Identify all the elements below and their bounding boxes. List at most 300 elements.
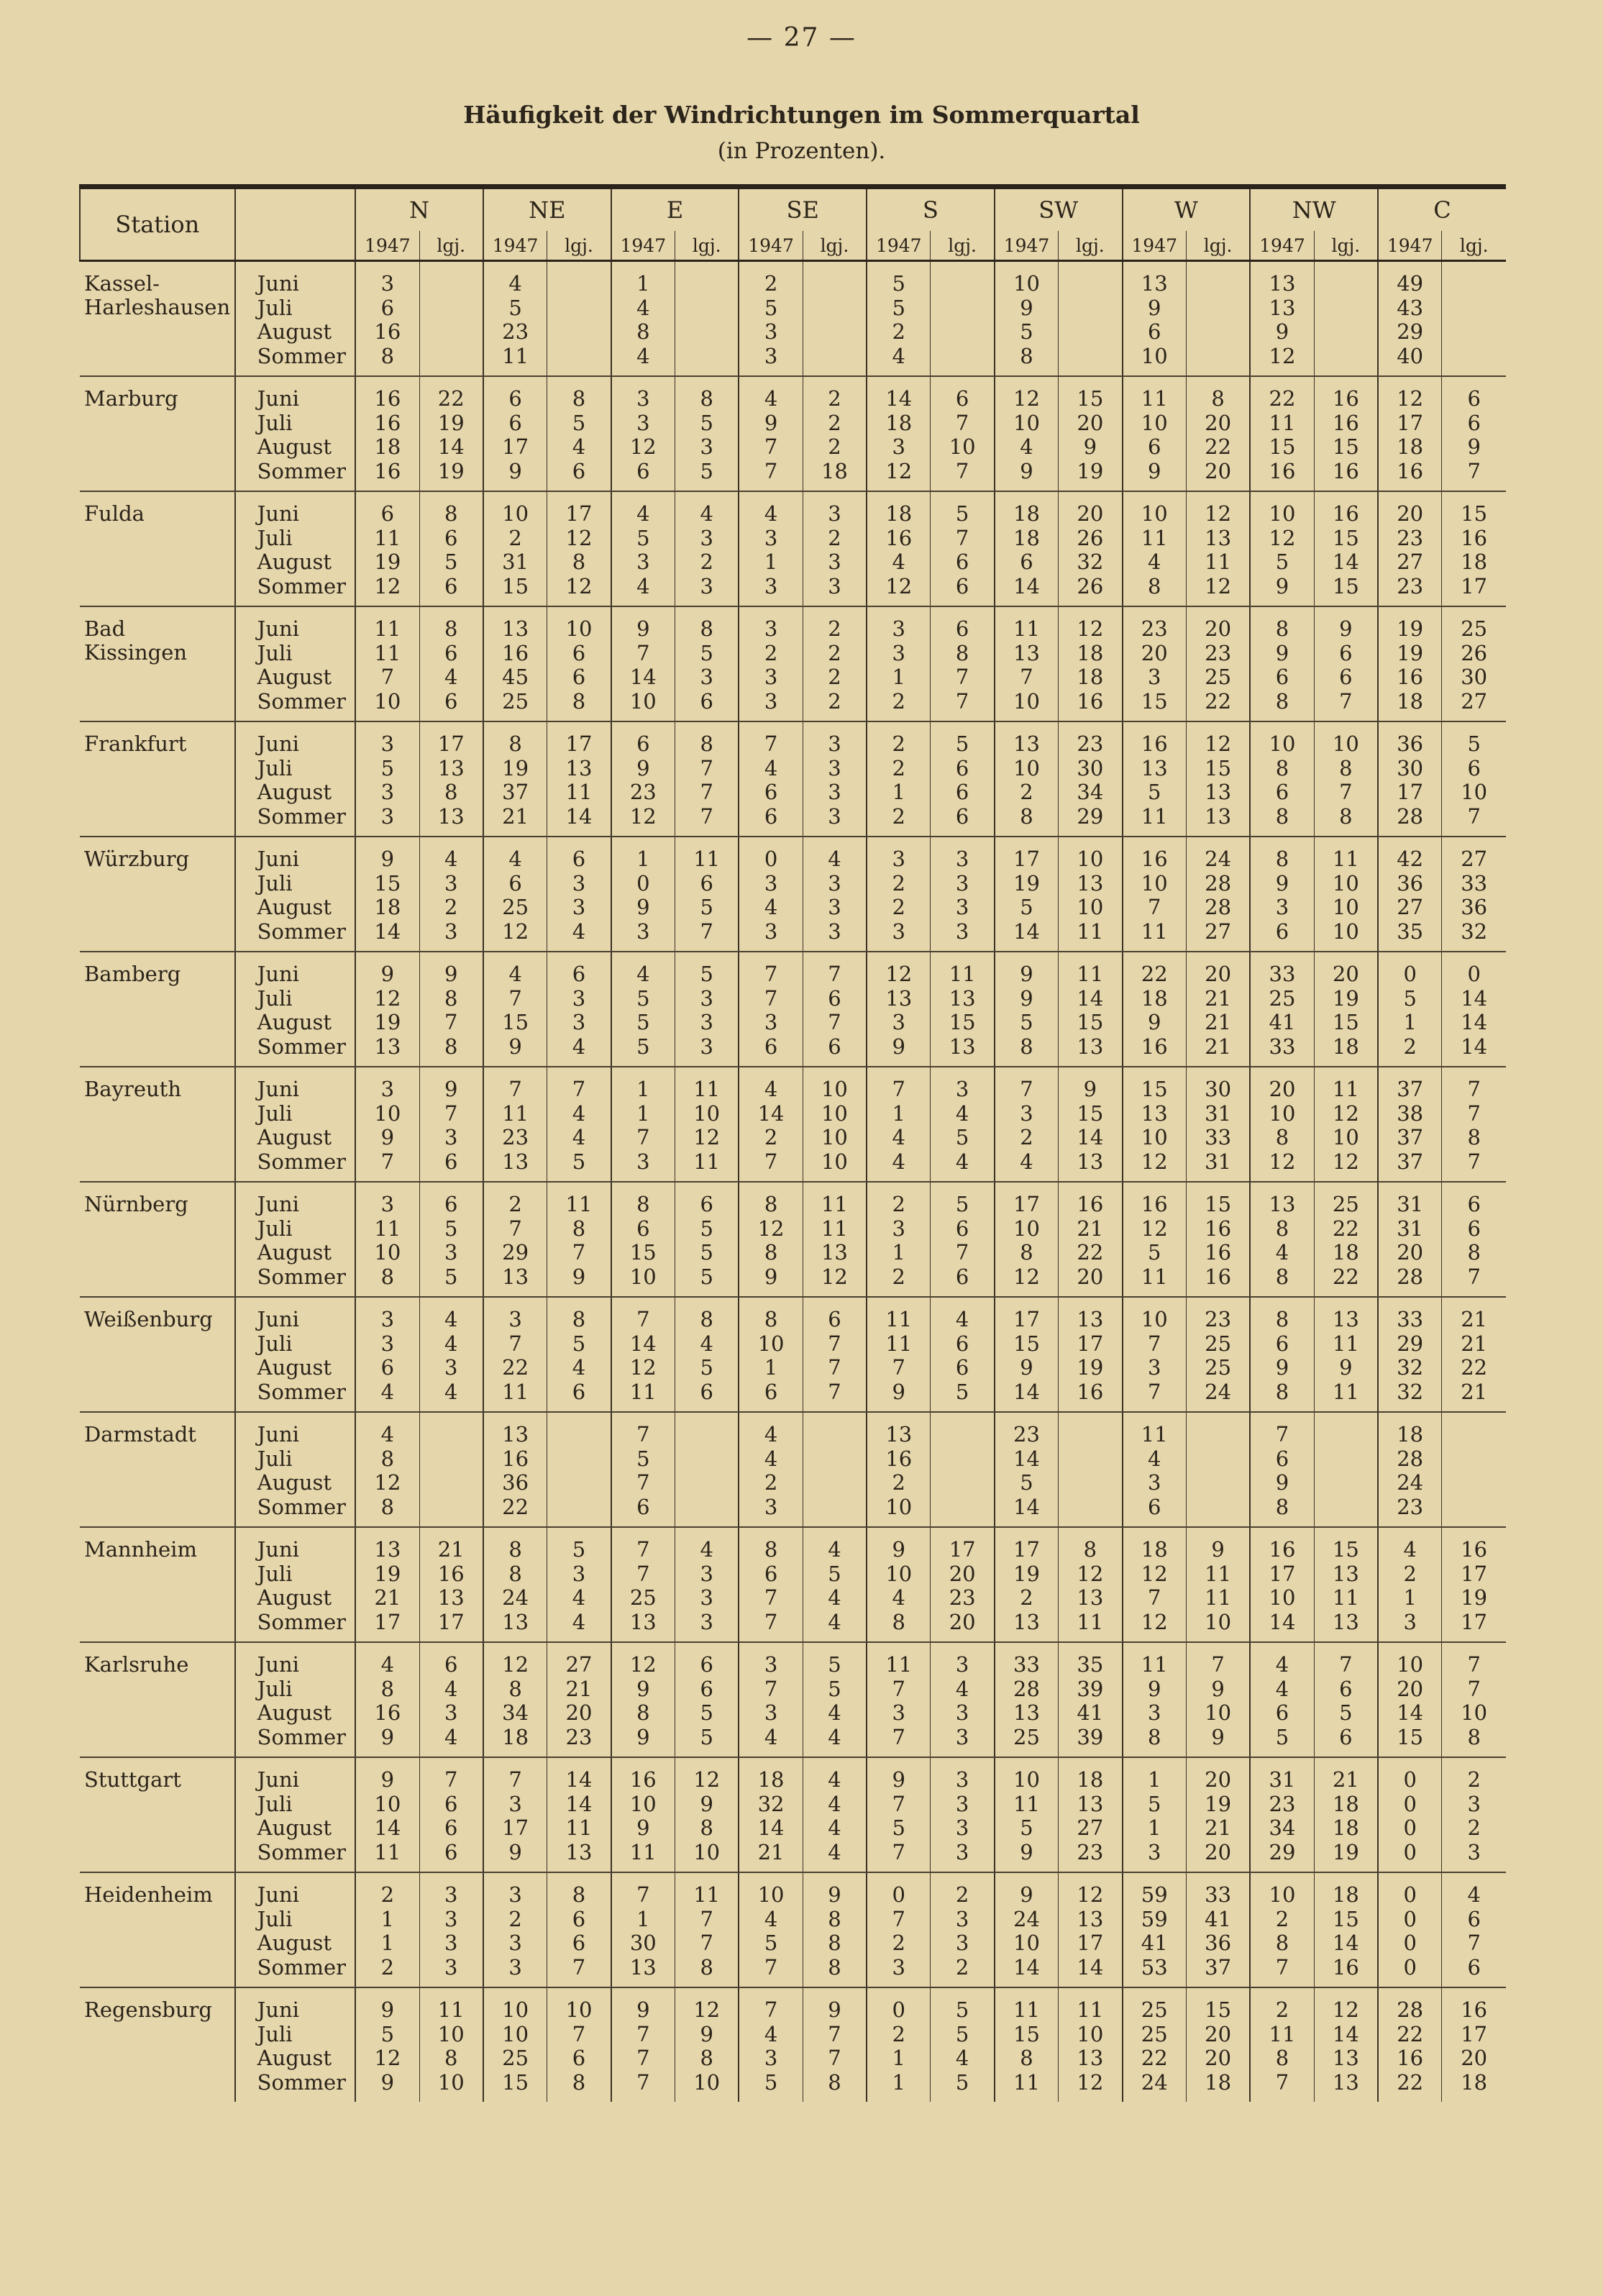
table-value: 13 — [437, 803, 465, 829]
table-value: 21 — [565, 1676, 593, 1701]
table-value: 32 — [1397, 1379, 1424, 1404]
table-value: 4 — [444, 847, 458, 871]
value-longterm-cell — [931, 1757, 995, 1872]
table-value: 6 — [955, 803, 969, 829]
table-value — [548, 296, 609, 321]
table-value: 7 — [1467, 458, 1481, 483]
value-longterm-cell — [1059, 952, 1123, 1067]
table-value: 12 — [1205, 573, 1232, 598]
table-value: 7 — [828, 962, 841, 986]
value-1947-cell — [1378, 606, 1442, 721]
month-label: Sommer — [257, 688, 347, 714]
table-value: 6 — [572, 962, 586, 986]
table-value: 8 — [700, 732, 713, 756]
table-value: 10 — [1141, 870, 1168, 896]
table-value: 3 — [380, 780, 395, 804]
table-value — [1315, 345, 1376, 369]
station-block — [80, 952, 1506, 1067]
table-value: 11 — [502, 343, 529, 368]
table-value: 5 — [700, 640, 713, 665]
value-1947-cell — [867, 837, 931, 952]
month-label: August — [257, 1700, 332, 1725]
value-1947-cell — [611, 1872, 675, 1987]
table-value: 3 — [572, 1561, 586, 1586]
table-value — [421, 1471, 482, 1495]
table-value: 28 — [1397, 1264, 1424, 1289]
table-value: 16 — [1332, 458, 1359, 483]
table-value: 25 — [1205, 1355, 1232, 1380]
table-value: 11 — [1269, 2021, 1296, 2046]
month-label: Juni — [257, 1537, 299, 1562]
value-longterm-cell — [547, 491, 611, 606]
value-longterm-cell — [931, 1642, 995, 1757]
table-value: 9 — [380, 1997, 395, 2022]
year-1947-header: 1947 — [355, 231, 419, 261]
table-value: 8 — [380, 343, 395, 368]
table-value: 10 — [374, 688, 401, 714]
month-label: Juni — [257, 732, 299, 756]
table-value: 3 — [636, 1149, 650, 1174]
table-value: 5 — [700, 1240, 713, 1265]
table-value: 18 — [1013, 525, 1040, 550]
table-value: 16 — [1269, 458, 1296, 483]
table-value: 15 — [1332, 1010, 1359, 1034]
month-label: Juni — [257, 386, 299, 411]
table-value: 24 — [1141, 2069, 1168, 2095]
table-value: 16 — [1077, 1379, 1104, 1404]
value-longterm-cell — [1442, 1182, 1506, 1297]
table-value: 4 — [828, 1816, 841, 1840]
table-value: 2 — [892, 895, 905, 919]
table-value — [676, 1471, 737, 1495]
table-value — [931, 272, 992, 296]
table-value: 4 — [764, 1077, 778, 1101]
value-longterm-cell — [1059, 1527, 1123, 1642]
table-value: 9 — [508, 458, 522, 483]
value-1947-cell — [995, 1757, 1059, 1872]
month-label: August — [257, 434, 332, 459]
table-value: 17 — [1269, 1561, 1296, 1586]
table-value: 15 — [374, 870, 401, 896]
table-value: 8 — [1275, 1307, 1289, 1331]
table-value: 14 — [1332, 550, 1359, 574]
table-value: 9 — [636, 755, 650, 780]
table-value — [1315, 1471, 1376, 1495]
table-value: 0 — [892, 1997, 905, 2022]
table-value — [676, 296, 737, 321]
table-value: 18 — [1397, 1422, 1424, 1447]
table-value: 6 — [828, 985, 841, 1011]
table-value: 4 — [955, 1101, 969, 1126]
table-value: 8 — [1083, 1537, 1097, 1562]
table-value: 6 — [636, 1216, 650, 1241]
table-value: 21 — [1332, 1767, 1359, 1792]
table-value: 5 — [508, 295, 522, 320]
value-longterm-cell — [1059, 261, 1123, 377]
table-value: 20 — [1269, 1077, 1296, 1101]
value-1947-cell — [355, 606, 419, 721]
table-value: 4 — [764, 2021, 778, 2046]
direction-header-nw: NW — [1250, 187, 1378, 232]
table-value: 20 — [1077, 1264, 1104, 1289]
table-value: 7 — [636, 1470, 650, 1495]
value-longterm-cell — [1314, 837, 1378, 952]
table-value: 8 — [444, 616, 458, 641]
table-value: 7 — [572, 1954, 586, 1980]
table-value: 13 — [1205, 780, 1232, 804]
station-block — [80, 1642, 1506, 1757]
table-value: 3 — [955, 1839, 969, 1864]
table-value: 18 — [374, 895, 401, 919]
table-value: 9 — [636, 1724, 650, 1749]
table-value: 3 — [955, 1652, 969, 1677]
value-1947-cell — [1123, 376, 1187, 491]
table-value: 10 — [565, 616, 593, 641]
table-value: 2 — [380, 1954, 395, 1980]
table-value: 8 — [636, 1192, 650, 1216]
table-value: 6 — [636, 732, 650, 756]
table-value: 12 — [1269, 1149, 1296, 1174]
value-longterm-cell — [1314, 1412, 1378, 1527]
table-value — [676, 1423, 737, 1447]
value-1947-cell — [483, 491, 547, 606]
value-1947-cell — [1250, 491, 1314, 606]
table-value: 0 — [892, 1882, 905, 1907]
table-value: 7 — [764, 1676, 778, 1701]
table-value: 15 — [1332, 525, 1359, 550]
value-longterm-cell — [675, 1872, 739, 1987]
value-1947-cell — [611, 1527, 675, 1642]
direction-header-c: C — [1378, 187, 1506, 232]
table-value: 18 — [1397, 434, 1424, 459]
table-value: 3 — [892, 1700, 905, 1725]
table-value: 8 — [1020, 2046, 1033, 2070]
value-1947-cell — [1123, 1757, 1187, 1872]
table-value: 5 — [636, 1446, 650, 1471]
table-value: 28 — [1397, 803, 1424, 829]
table-value: 12 — [565, 573, 593, 598]
table-value: 1 — [1148, 1767, 1161, 1792]
table-value: 16 — [1461, 525, 1488, 550]
table-value: 3 — [892, 1954, 905, 1980]
table-value: 17 — [1461, 573, 1488, 598]
value-longterm-cell — [1186, 1527, 1250, 1642]
table-value: 13 — [949, 1034, 976, 1059]
table-value: 9 — [1020, 962, 1033, 986]
value-1947-cell — [483, 721, 547, 837]
table-value: 9 — [1083, 1077, 1097, 1101]
month-label: Juni — [257, 1422, 299, 1447]
month-label: Sommer — [257, 1954, 347, 1980]
table-value: 9 — [1020, 1882, 1033, 1907]
table-value: 18 — [374, 434, 401, 459]
table-value: 41 — [1269, 1010, 1296, 1034]
table-value: 8 — [380, 1494, 395, 1519]
table-value: 10 — [1269, 1101, 1296, 1126]
table-value: 5 — [572, 1537, 586, 1562]
direction-header-row — [80, 187, 1506, 232]
table-value: 13 — [565, 755, 593, 780]
table-value: 7 — [508, 1077, 522, 1101]
table-value: 28 — [1397, 1446, 1424, 1471]
table-value: 11 — [693, 1882, 721, 1907]
table-value: 4 — [1275, 1652, 1289, 1677]
value-1947-cell — [739, 1067, 803, 1182]
table-value: 9 — [1211, 1724, 1225, 1749]
table-value: 16 — [1141, 847, 1168, 871]
table-value: 17 — [1077, 1931, 1104, 1955]
table-value: 2 — [828, 410, 841, 435]
table-value: 12 — [374, 1470, 401, 1495]
month-labels — [235, 1067, 356, 1182]
value-1947-cell — [867, 1872, 931, 1987]
table-value: 17 — [374, 1609, 401, 1634]
table-value: 25 — [1332, 1192, 1359, 1216]
table-value: 2 — [892, 1931, 905, 1955]
table-value: 8 — [1275, 1379, 1289, 1404]
table-value: 3 — [444, 1125, 458, 1149]
table-value: 33 — [1205, 1125, 1232, 1149]
table-value: 13 — [1205, 525, 1232, 550]
table-value: 23 — [1397, 525, 1424, 550]
table-value: 0 — [1403, 1882, 1417, 1907]
value-longterm-cell — [803, 1297, 867, 1412]
table-value: 8 — [1020, 343, 1033, 368]
table-value: 25 — [629, 1585, 657, 1610]
table-value: 7 — [764, 1997, 778, 2022]
value-longterm-cell — [1314, 721, 1378, 837]
value-1947-cell — [1378, 1412, 1442, 1527]
table-value: 3 — [444, 870, 458, 896]
value-longterm-cell — [931, 376, 995, 491]
value-1947-cell — [1378, 837, 1442, 952]
value-1947-cell — [611, 1297, 675, 1412]
table-value: 23 — [1077, 1839, 1104, 1864]
value-1947-cell — [867, 952, 931, 1067]
table-value: 5 — [1275, 1724, 1289, 1749]
value-1947-cell — [1250, 952, 1314, 1067]
table-value: 0 — [1403, 1954, 1417, 1980]
table-value: 3 — [1403, 1609, 1417, 1634]
table-value: 13 — [629, 1609, 657, 1634]
month-labels — [235, 952, 356, 1067]
table-value: 25 — [502, 2046, 529, 2070]
table-value: 12 — [1332, 1997, 1359, 2022]
month-label: August — [257, 1470, 332, 1495]
table-value: 6 — [444, 1791, 458, 1816]
value-1947-cell — [483, 1642, 547, 1757]
table-value — [421, 1495, 482, 1520]
table-value: 3 — [828, 895, 841, 919]
value-1947-cell — [1378, 1067, 1442, 1182]
table-value: 9 — [700, 2021, 713, 2046]
month-label: Juli — [257, 1906, 293, 1931]
table-value: 11 — [1332, 1077, 1359, 1101]
table-value: 16 — [885, 525, 913, 550]
table-value: 8 — [828, 1954, 841, 1980]
table-value: 7 — [508, 1767, 522, 1792]
table-value: 7 — [764, 985, 778, 1011]
table-value: 3 — [380, 1331, 395, 1356]
table-value: 1 — [892, 1240, 905, 1265]
value-1947-cell — [611, 837, 675, 952]
table-value: 6 — [1148, 319, 1161, 344]
table-value: 6 — [508, 386, 522, 411]
value-longterm-cell — [1186, 1297, 1250, 1412]
table-value: 17 — [1013, 847, 1040, 871]
value-1947-cell — [867, 1642, 931, 1757]
table-value: 6 — [700, 870, 713, 896]
table-value: 31 — [1205, 1101, 1232, 1126]
month-label: Juni — [257, 962, 299, 986]
table-value: 7 — [636, 2069, 650, 2095]
table-value: 9 — [508, 1839, 522, 1864]
value-longterm-cell — [547, 837, 611, 952]
table-value: 28 — [1205, 870, 1232, 896]
month-label: August — [257, 2046, 332, 2070]
value-longterm-cell — [803, 1182, 867, 1297]
table-value: 7 — [444, 1101, 458, 1126]
table-value: 4 — [572, 1125, 586, 1149]
longterm-header: lgj. — [547, 231, 611, 261]
value-1947-cell — [483, 1527, 547, 1642]
table-value: 14 — [885, 386, 913, 411]
value-1947-cell — [1123, 261, 1187, 377]
table-value: 3 — [828, 501, 841, 526]
value-1947-cell — [355, 1067, 419, 1182]
table-value: 6 — [1275, 780, 1289, 804]
table-value: 4 — [764, 1422, 778, 1447]
table-value: 10 — [1332, 895, 1359, 919]
table-value: 8 — [828, 2069, 841, 2095]
table-value: 12 — [1205, 732, 1232, 756]
table-value: 8 — [572, 1882, 586, 1907]
table-value: 3 — [955, 1906, 969, 1931]
table-value: 5 — [1339, 1700, 1353, 1725]
table-value: 8 — [1275, 1216, 1289, 1241]
value-1947-cell — [1250, 1182, 1314, 1297]
value-1947-cell — [611, 952, 675, 1067]
table-value: 42 — [1397, 847, 1424, 871]
table-value: 18 — [885, 501, 913, 526]
table-value: 2 — [1467, 1767, 1481, 1792]
table-value: 7 — [1467, 803, 1481, 829]
table-value: 29 — [1397, 1331, 1424, 1356]
table-value: 14 — [1461, 1034, 1488, 1059]
value-1947-cell — [611, 1757, 675, 1872]
table-value: 4 — [892, 343, 905, 368]
table-value: 4 — [1020, 434, 1033, 459]
table-value: 10 — [885, 1561, 913, 1586]
table-value: 9 — [636, 1676, 650, 1701]
table-value: 11 — [437, 1997, 465, 2022]
table-value: 11 — [885, 1331, 913, 1356]
table-value: 8 — [764, 1240, 778, 1265]
table-value — [676, 1447, 737, 1472]
longterm-header: lgj. — [419, 231, 483, 261]
table-value: 31 — [502, 550, 529, 574]
table-value: 7 — [1467, 1652, 1481, 1677]
month-label: Juni — [257, 616, 299, 641]
value-1947-cell — [1250, 1642, 1314, 1757]
value-longterm-cell — [675, 721, 739, 837]
table-value: 2 — [892, 755, 905, 780]
value-longterm-cell — [1059, 1987, 1123, 2102]
table-value: 3 — [636, 550, 650, 574]
value-longterm-cell — [419, 1297, 483, 1412]
table-value: 7 — [828, 1355, 841, 1380]
table-value: 25 — [502, 688, 529, 714]
value-1947-cell — [1378, 1527, 1442, 1642]
value-longterm-cell — [547, 1642, 611, 1757]
table-value: 1 — [892, 665, 905, 689]
table-value: 16 — [1397, 665, 1424, 689]
table-value: 31 — [1205, 1149, 1232, 1174]
table-value: 10 — [1397, 1652, 1424, 1677]
table-value — [548, 1423, 609, 1447]
value-1947-cell — [355, 1872, 419, 1987]
value-longterm-cell — [675, 606, 739, 721]
table-value — [931, 1447, 992, 1472]
table-value: 39 — [1077, 1676, 1104, 1701]
value-longterm-cell — [675, 1297, 739, 1412]
month-label: Juli — [257, 1331, 293, 1356]
table-value: 3 — [444, 919, 458, 944]
table-value: 18 — [885, 410, 913, 435]
value-longterm-cell — [1186, 1642, 1250, 1757]
table-value: 2 — [764, 1470, 778, 1495]
table-value: 12 — [693, 1125, 721, 1149]
table-value — [1059, 1495, 1120, 1520]
table-value: 8 — [1211, 386, 1225, 411]
table-value: 5 — [700, 1700, 713, 1725]
table-value — [421, 345, 482, 369]
value-longterm-cell — [803, 1412, 867, 1527]
table-value: 9 — [1275, 573, 1289, 598]
value-longterm-cell — [419, 261, 483, 377]
table-value: 3 — [700, 434, 713, 459]
table-value: 20 — [1397, 501, 1424, 526]
value-longterm-cell — [675, 491, 739, 606]
table-value — [1315, 296, 1376, 321]
table-value: 1 — [636, 1101, 650, 1126]
table-value: 9 — [636, 1997, 650, 2022]
direction-header-e: E — [611, 187, 739, 232]
table-value: 17 — [1077, 1331, 1104, 1356]
table-value: 23 — [949, 1585, 976, 1610]
table-value: 15 — [1397, 1724, 1424, 1749]
table-value: 14 — [565, 1767, 593, 1792]
table-value: 41 — [1141, 1931, 1168, 1955]
table-value: 9 — [380, 1767, 395, 1792]
table-value: 10 — [1141, 1307, 1168, 1331]
table-value: 19 — [1013, 870, 1040, 896]
value-1947-cell — [611, 261, 675, 377]
table-value: 2 — [892, 732, 905, 756]
table-value: 8 — [1467, 1125, 1481, 1149]
table-value: 12 — [565, 525, 593, 550]
table-value: 20 — [949, 1561, 976, 1586]
table-value — [676, 1495, 737, 1520]
table-value: 8 — [1020, 1240, 1033, 1265]
table-value: 2 — [892, 870, 905, 896]
table-value: 12 — [1205, 501, 1232, 526]
table-value: 1 — [636, 847, 650, 871]
table-value: 10 — [629, 688, 657, 714]
table-value: 7 — [700, 755, 713, 780]
value-1947-cell — [995, 1872, 1059, 1987]
table-value: 20 — [1461, 2046, 1488, 2070]
